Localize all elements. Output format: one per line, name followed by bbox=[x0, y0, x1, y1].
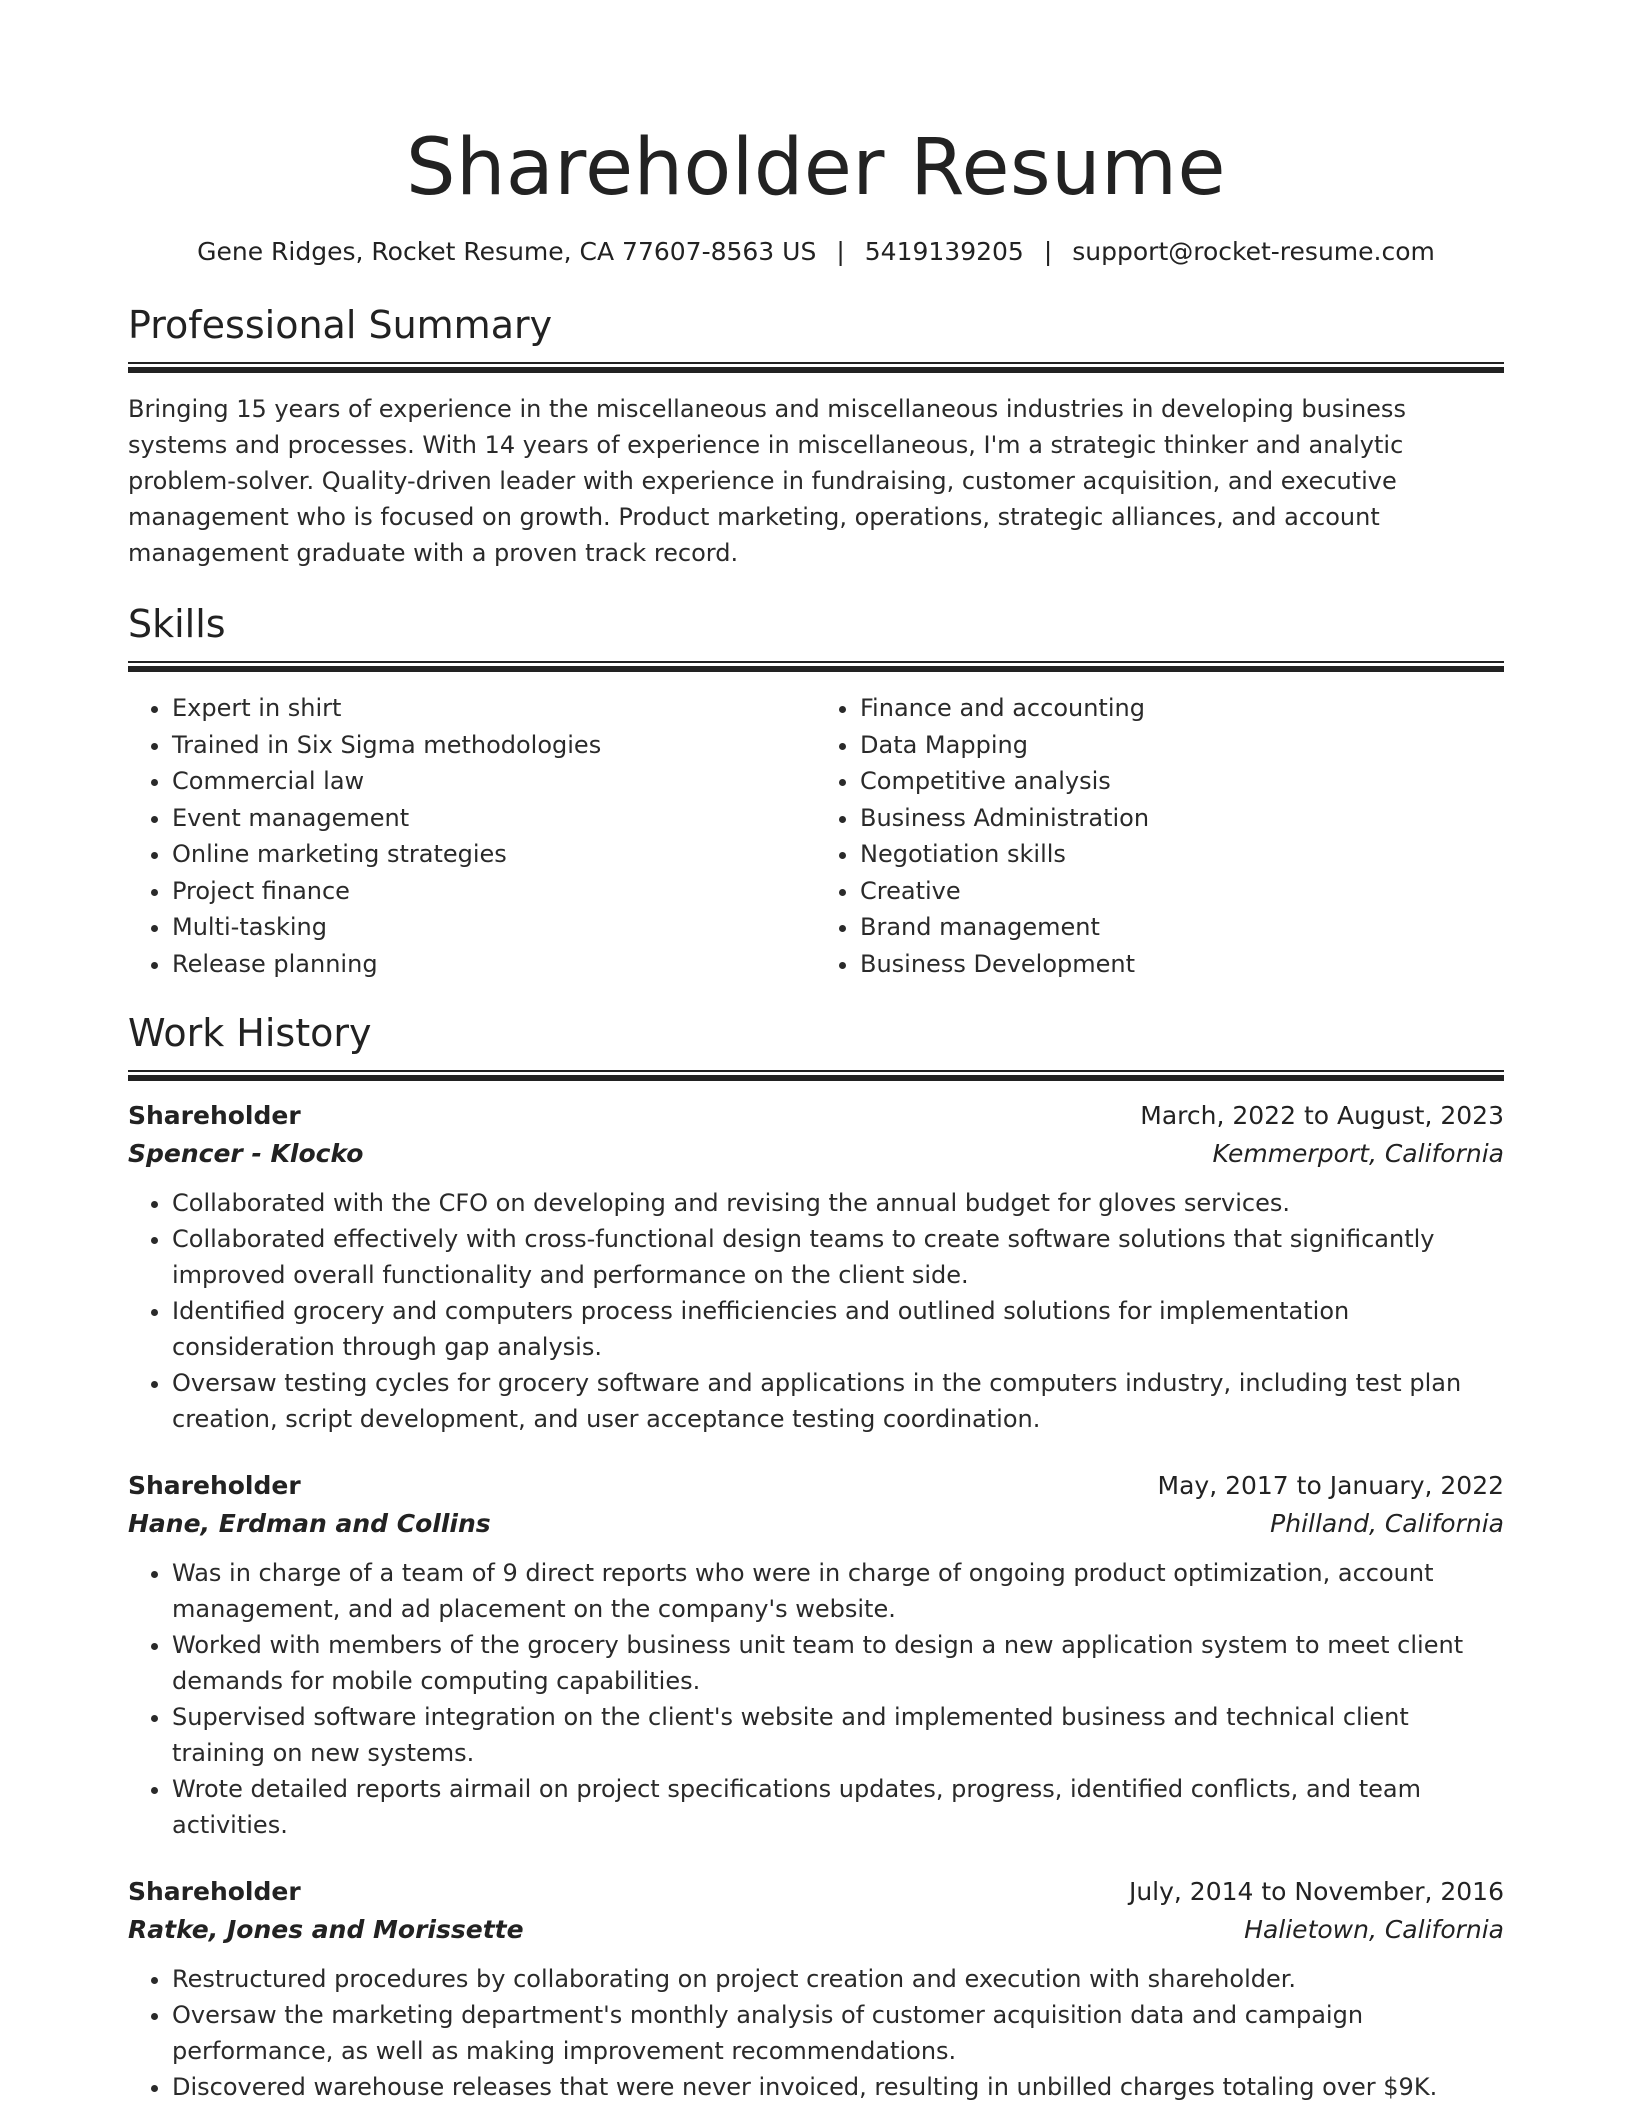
job-bullet: • Oversaw the marketing department's monthly analysis of customer acquisition data and campaign performance, as well as making improvement recommendations. bbox=[172, 1997, 1504, 2069]
skills-section bbox=[128, 601, 1504, 982]
job-bullet: • Oversaw testing cycles for grocery software and applications in the computers industry, including test plan creation, script development, and user acceptance testing coordination. bbox=[172, 1365, 1504, 1437]
skill-item: • Business Administration bbox=[860, 800, 1504, 837]
contact-email: support@rocket-resume.com bbox=[1072, 237, 1435, 266]
job-title: Shareholder bbox=[128, 1471, 301, 1500]
skill-item: • Finance and accounting bbox=[860, 690, 1504, 727]
section-heading-summary: Professional Summary bbox=[128, 303, 553, 347]
job-location: Kemmerport, California bbox=[1212, 1139, 1504, 1168]
job-header-row bbox=[128, 1097, 1504, 1135]
job-entry bbox=[128, 1467, 1504, 1843]
section-divider bbox=[128, 362, 1504, 373]
job-company: Ratke, Jones and Morissette bbox=[128, 1915, 524, 1944]
skill-item: • Negotiation skills bbox=[860, 836, 1504, 873]
job-bullets bbox=[128, 1185, 1504, 1437]
job-company: Hane, Erdman and Collins bbox=[128, 1509, 491, 1538]
job-title: Shareholder bbox=[128, 1877, 301, 1906]
skills-column-left bbox=[128, 690, 816, 982]
job-subheader-row bbox=[128, 1911, 1504, 1949]
contact-phone: 5419139205 bbox=[864, 237, 1024, 266]
job-entry bbox=[128, 1097, 1504, 1437]
skill-item: • Project finance bbox=[172, 873, 816, 910]
job-bullets bbox=[128, 1555, 1504, 1843]
section-divider bbox=[128, 1070, 1504, 1081]
skill-item: • Commercial law bbox=[172, 763, 816, 800]
section-heading-skills: Skills bbox=[128, 602, 226, 646]
skill-item: • Multi-tasking bbox=[172, 909, 816, 946]
skill-item: • Competitive analysis bbox=[860, 763, 1504, 800]
job-bullet: • Collaborated effectively with cross-functional design teams to create software solutions that significantly improved overall functionality and performance on the client side. bbox=[172, 1221, 1504, 1293]
section-heading-work-history: Work History bbox=[128, 1011, 372, 1055]
work-history-section bbox=[128, 1010, 1504, 2105]
job-subheader-row bbox=[128, 1135, 1504, 1173]
resume-page bbox=[128, 0, 1504, 2105]
job-title: Shareholder bbox=[128, 1101, 301, 1130]
job-bullet: • Restructured procedures by collaborating on project creation and execution with shareholder. bbox=[172, 1961, 1504, 1997]
job-bullet: • Discovered warehouse releases that were never invoiced, resulting in unbilled charges totaling over $9K. bbox=[172, 2069, 1504, 2105]
skills-column-right bbox=[816, 690, 1504, 982]
section-divider bbox=[128, 661, 1504, 672]
job-bullet: • Worked with members of the grocery business unit team to design a new application system to meet client demands for mobile computing capabilities. bbox=[172, 1627, 1504, 1699]
skill-item: • Trained in Six Sigma methodologies bbox=[172, 727, 816, 764]
job-bullets bbox=[128, 1961, 1504, 2105]
summary-section bbox=[128, 302, 1504, 571]
skill-item: • Creative bbox=[860, 873, 1504, 910]
contact-address: Gene Ridges, Rocket Resume, CA 77607-8563 US bbox=[197, 237, 817, 266]
job-company: Spencer - Klocko bbox=[128, 1139, 364, 1168]
job-bullet: • Collaborated with the CFO on developing and revising the annual budget for gloves services. bbox=[172, 1185, 1504, 1221]
job-subheader-row bbox=[128, 1505, 1504, 1543]
skill-item: • Release planning bbox=[172, 946, 816, 983]
job-bullet: • Identified grocery and computers process inefficiencies and outlined solutions for implementation consideration through gap analysis. bbox=[172, 1293, 1504, 1365]
contact-separator: | bbox=[1043, 237, 1053, 266]
job-bullet: • Wrote detailed reports airmail on project specifications updates, progress, identified conflicts, and team activities. bbox=[172, 1771, 1504, 1843]
job-dates: July, 2014 to November, 2016 bbox=[1128, 1877, 1504, 1906]
contact-line bbox=[128, 236, 1504, 268]
job-header-row bbox=[128, 1467, 1504, 1505]
skill-item: • Brand management bbox=[860, 909, 1504, 946]
skill-item: • Event management bbox=[172, 800, 816, 837]
job-dates: March, 2022 to August, 2023 bbox=[1140, 1101, 1504, 1130]
job-entry bbox=[128, 1873, 1504, 2105]
job-header-row bbox=[128, 1873, 1504, 1911]
job-location: Halietown, California bbox=[1244, 1915, 1504, 1944]
skills-list bbox=[128, 690, 1504, 982]
job-location: Philland, California bbox=[1270, 1509, 1504, 1538]
skill-item: • Business Development bbox=[860, 946, 1504, 983]
job-bullet: • Was in charge of a team of 9 direct reports who were in charge of ongoing product optimization, account management, and ad placement on the company's website. bbox=[172, 1555, 1504, 1627]
summary-text: Bringing 15 years of experience in the miscellaneous and miscellaneous industries in developing business systems and processes. With 14 years of experience in miscellaneous, I'm a strategic thinker and analytic problem-solver. Quality-driven leader with experience in fundraising, customer acquisition, and executive management who is focused on growth. Product marketing, operations, strategic alliances, and account management graduate with a proven track record. bbox=[128, 395, 1406, 567]
resume-title: Shareholder Resume bbox=[405, 123, 1226, 213]
skill-item: • Expert in shirt bbox=[172, 690, 816, 727]
contact-separator: | bbox=[836, 237, 845, 266]
job-dates: May, 2017 to January, 2022 bbox=[1157, 1471, 1504, 1500]
job-bullet: • Supervised software integration on the client's website and implemented business and technical client training on new systems. bbox=[172, 1699, 1504, 1771]
skill-item: • Online marketing strategies bbox=[172, 836, 816, 873]
skill-item: • Data Mapping bbox=[860, 727, 1504, 764]
